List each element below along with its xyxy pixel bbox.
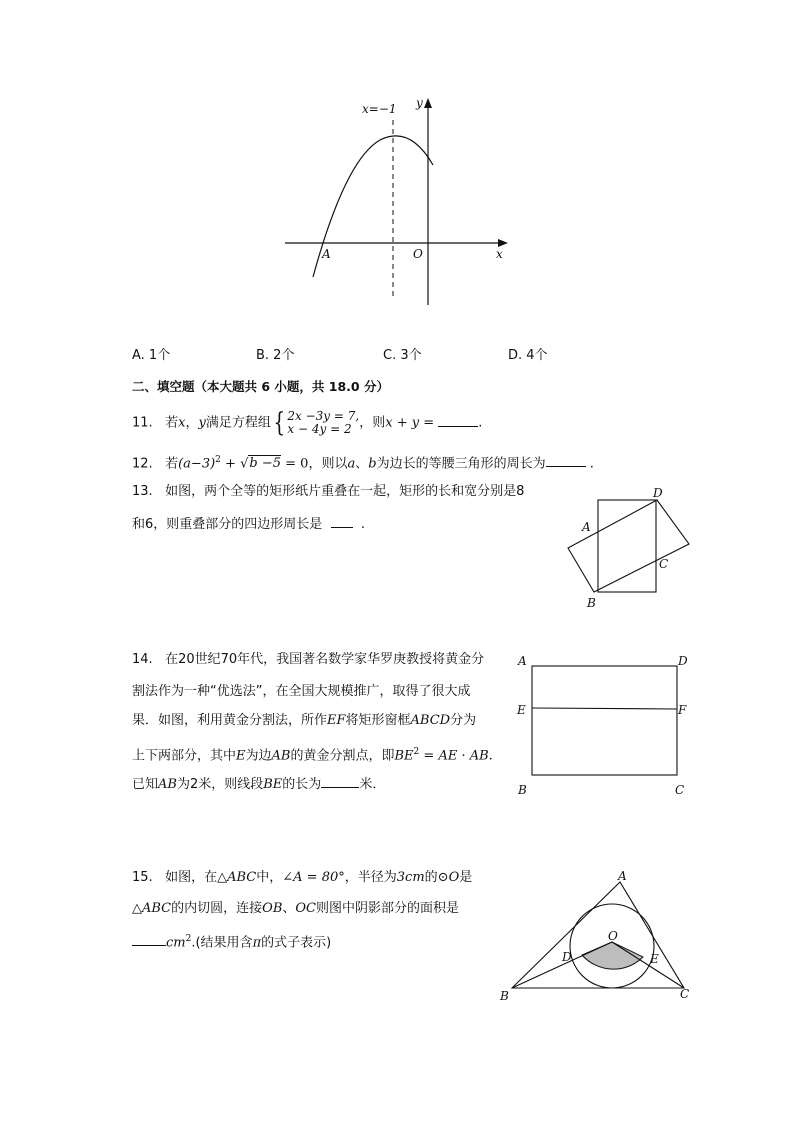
q12-var-a: a xyxy=(347,456,356,472)
q15-unit-exp: 2 xyxy=(185,934,192,944)
tilted-rectangle xyxy=(568,500,689,592)
q14-exponent: 2 xyxy=(413,747,420,757)
q15-label-e: E xyxy=(650,952,659,966)
q12-answer-blank[interactable] xyxy=(546,454,586,467)
question-14-line-2 xyxy=(132,684,470,700)
option-a: A. 1个 xyxy=(132,348,171,363)
y-axis-label: y xyxy=(416,96,423,110)
q15-label-b: B xyxy=(500,989,509,1003)
q14-formula: = AE · AB. xyxy=(419,748,493,764)
q15-line-2f: 则图中阴影部分的面积是 xyxy=(316,901,460,916)
q15-number: 15. xyxy=(132,870,153,885)
q12-radicand: b −5 xyxy=(249,456,281,472)
question-13-line-2 xyxy=(132,515,365,533)
q13-line-2: 和6，则重叠部分的四边形周长是 xyxy=(132,517,323,532)
q14-line-4c: 为边 xyxy=(245,748,272,764)
q14-line-3c: 将矩形窗框 xyxy=(345,713,411,728)
q15-line-2b: 的内切圆，连接 xyxy=(171,901,263,916)
q13-rectangles-figure xyxy=(560,484,700,614)
q14-line-2: 割法作为一种“优选法”，在全国大规模推广，取得了很大成 xyxy=(132,684,471,699)
q12-text: 若 xyxy=(165,456,179,472)
q15-answer-blank[interactable] xyxy=(132,933,166,946)
q14-label-f: F xyxy=(678,703,687,717)
q15-oc: OC xyxy=(295,901,316,916)
point-a-label: A xyxy=(322,247,331,261)
q14-line-ef: EF xyxy=(327,713,346,728)
option-d: D. 4个 xyxy=(508,348,548,363)
section-title: 二、填空题（本大题共 6 小题，共 18.0 分） xyxy=(132,379,389,394)
q15-line-1g: 的 xyxy=(424,870,438,885)
q14-line-5e: 的长为 xyxy=(282,777,322,792)
q14-ab: AB xyxy=(158,777,177,792)
question-14-line-3 xyxy=(132,713,476,729)
q13-label-b: B xyxy=(587,596,596,610)
q14-be-2: BE xyxy=(263,777,283,792)
left-brace-icon: { xyxy=(273,407,285,438)
q12-text-3: 为边长的等腰三角形的周长为 xyxy=(376,456,546,472)
equation-2: x − 4y = 2 xyxy=(287,421,352,436)
q15-pi: π xyxy=(252,935,262,951)
q14-line-3a: 果．如图，利用黄金分割法，所作 xyxy=(132,713,328,728)
q14-label-b: B xyxy=(518,783,527,797)
q14-line-5f: 米． xyxy=(359,777,386,792)
q13-end: . xyxy=(360,517,365,532)
q12-text-2: ，则以 xyxy=(308,456,348,472)
line-ef xyxy=(532,708,677,709)
sqrt-icon: √ xyxy=(240,456,249,472)
q11-text: 若 xyxy=(165,415,179,431)
q14-label-a: A xyxy=(518,654,527,668)
question-15-line-1 xyxy=(132,870,472,886)
q11-expression: x + y = xyxy=(385,415,435,431)
upright-rectangle xyxy=(598,500,656,592)
q15-line-1c: 中， xyxy=(256,870,283,885)
dashed-line-label: x=−1 xyxy=(362,102,397,116)
q15-label-o: O xyxy=(608,929,618,943)
q14-answer-blank[interactable] xyxy=(321,775,359,788)
q12-var-b: b xyxy=(368,456,377,472)
q13-answer-blank[interactable] xyxy=(331,515,353,528)
q11-text-2: 满足方程组 xyxy=(205,415,271,431)
q15-radius: 3cm xyxy=(396,870,425,885)
q14-line-5c: 为2米，则线段 xyxy=(176,777,264,792)
q12-end: . xyxy=(589,456,594,472)
q15-incircle-figure xyxy=(494,866,704,1011)
question-14-line-1 xyxy=(132,652,484,668)
q13-label-a: A xyxy=(582,520,591,534)
q15-triangle: △ABC xyxy=(217,870,257,885)
q14-label-c: C xyxy=(675,783,685,797)
question-13-line-1 xyxy=(132,484,524,500)
equation-1: 2x −3y = 7, xyxy=(287,408,360,423)
q14-label-e: E xyxy=(517,703,526,717)
q11-var-y: y xyxy=(198,415,206,431)
q13-number: 13. xyxy=(132,484,153,499)
q15-angle: ∠A = 80° xyxy=(282,870,345,885)
q15-line-1a: 如图，在 xyxy=(165,870,218,885)
question-14-line-5 xyxy=(132,775,385,793)
origin-label: O xyxy=(413,247,423,261)
question-15-line-2 xyxy=(132,901,459,917)
question-11 xyxy=(132,409,482,438)
q11-text-3: ，则 xyxy=(359,415,386,431)
q15-line-1i: 是 xyxy=(459,870,473,885)
q15-label-a: A xyxy=(618,869,627,883)
y-axis-arrow xyxy=(424,98,432,108)
q14-line-4e: 的黄金分割点，即 xyxy=(290,748,395,764)
q12-expr: (a−3) xyxy=(178,456,216,472)
x-axis-label: x xyxy=(496,247,503,261)
q14-line-3e: 分为 xyxy=(450,713,477,728)
equation-system xyxy=(271,409,359,437)
q15-unit: cm xyxy=(166,935,186,951)
q14-line-5a: 已知 xyxy=(132,777,159,792)
q14-side-ab: AB xyxy=(271,748,291,764)
q11-answer-blank[interactable] xyxy=(438,414,478,427)
q14-number: 14. xyxy=(132,652,153,667)
window-frame xyxy=(532,666,677,775)
q15-circle: ⊙O xyxy=(437,870,460,885)
q15-line-1e: ，半径为 xyxy=(344,870,397,885)
q15-sep: 、 xyxy=(282,901,296,916)
q15-ob: OB xyxy=(262,901,283,916)
q13-line-1: 如图，两个全等的矩形纸片重叠在一起，矩形的长和宽分别是8 xyxy=(165,484,525,499)
x-axis-arrow xyxy=(498,239,508,247)
q12-exponent: 2 xyxy=(215,455,221,465)
option-c: C. 3个 xyxy=(383,348,422,363)
question-15-line-3 xyxy=(132,931,331,951)
q14-line-1: 在20世纪70年代，我国著名数学家华罗庚教授将黄金分 xyxy=(165,652,485,667)
q11-comma: ， xyxy=(185,415,199,431)
q15-label-d: D xyxy=(562,950,572,964)
q11-number: 11. xyxy=(132,415,153,431)
q14-label-d: D xyxy=(678,654,688,668)
q15-line-3c: .(结果用含 xyxy=(191,935,253,951)
parabola-graph xyxy=(270,90,520,315)
q15-label-c: C xyxy=(680,987,690,1001)
q11-end: . xyxy=(478,415,483,431)
q14-point-e: E xyxy=(236,748,246,764)
q13-label-d: D xyxy=(653,486,663,500)
question-14-line-4 xyxy=(132,744,493,764)
q12-plus: + xyxy=(220,456,241,472)
q15-triangle-2: △ABC xyxy=(132,901,172,916)
q13-label-c: C xyxy=(659,557,669,571)
option-b: B. 2个 xyxy=(256,348,295,363)
q11-var-x: x xyxy=(178,415,186,431)
question-12 xyxy=(132,452,594,472)
q14-be: BE xyxy=(394,748,414,764)
q12-number: 12. xyxy=(132,456,153,472)
q14-rect-abcd: ABCD xyxy=(410,713,451,728)
q12-sep: 、 xyxy=(355,456,369,472)
q12-equals-zero: = 0 xyxy=(281,456,309,472)
q14-line-4a: 上下两部分，其中 xyxy=(132,748,237,764)
q15-line-3e: 的式子表示) xyxy=(261,935,332,951)
q14-window-figure xyxy=(512,650,702,800)
